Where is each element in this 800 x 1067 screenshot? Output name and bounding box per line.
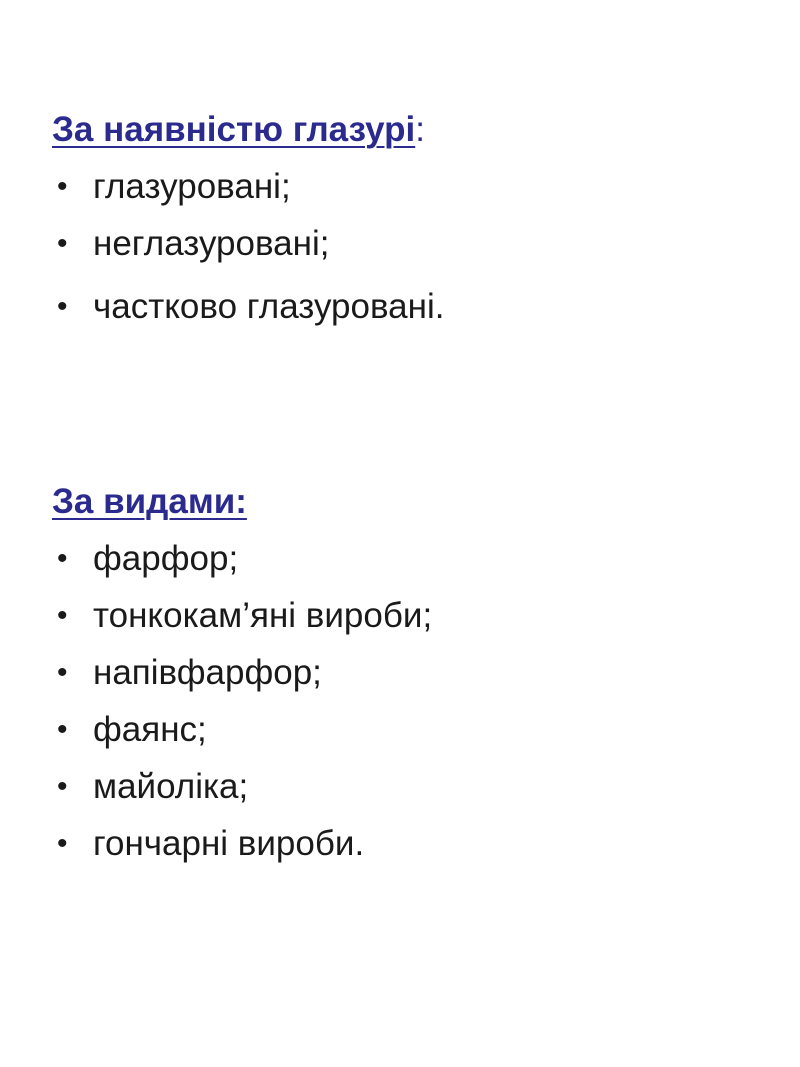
list-item <box>52 224 752 264</box>
bullet-dot-icon: • <box>57 170 68 203</box>
list-item <box>52 824 752 864</box>
list-item <box>52 287 752 327</box>
list-item-text: фарфор; <box>93 539 239 578</box>
bullet-dot-icon: • <box>57 599 68 632</box>
list-item-text: напівфарфор; <box>93 653 322 692</box>
list-item <box>52 767 752 807</box>
bullet-dot-icon: • <box>57 290 68 323</box>
list-item <box>52 710 752 750</box>
list-item-text: фаянс; <box>93 710 207 749</box>
heading-colon: : <box>415 110 425 149</box>
heading-title: За видами: <box>52 482 247 521</box>
list-item-text: глазуровані; <box>93 167 291 206</box>
list-item-text: майоліка; <box>93 767 249 806</box>
list-item <box>52 539 752 579</box>
section-heading <box>52 482 752 522</box>
types-section <box>52 482 752 864</box>
list-item-text: неглазуровані; <box>93 224 330 263</box>
section-heading <box>52 110 752 150</box>
list-item-text: частково глазуровані. <box>93 287 445 326</box>
bullet-dot-icon: • <box>57 713 68 746</box>
bullet-dot-icon: • <box>57 770 68 803</box>
list-item <box>52 653 752 693</box>
heading-title: За наявністю глазурі <box>52 110 416 149</box>
bullet-dot-icon: • <box>57 656 68 689</box>
list-item <box>52 596 752 636</box>
list-item-text: тонкокам’яні вироби; <box>93 596 433 635</box>
bullet-dot-icon: • <box>57 827 68 860</box>
bullet-list <box>52 539 752 864</box>
list-item <box>52 167 752 207</box>
bullet-dot-icon: • <box>57 542 68 575</box>
bullet-dot-icon: • <box>57 227 68 260</box>
list-item-text: гончарні вироби. <box>93 824 365 863</box>
glaze-section <box>52 110 752 327</box>
bullet-list <box>52 167 752 327</box>
